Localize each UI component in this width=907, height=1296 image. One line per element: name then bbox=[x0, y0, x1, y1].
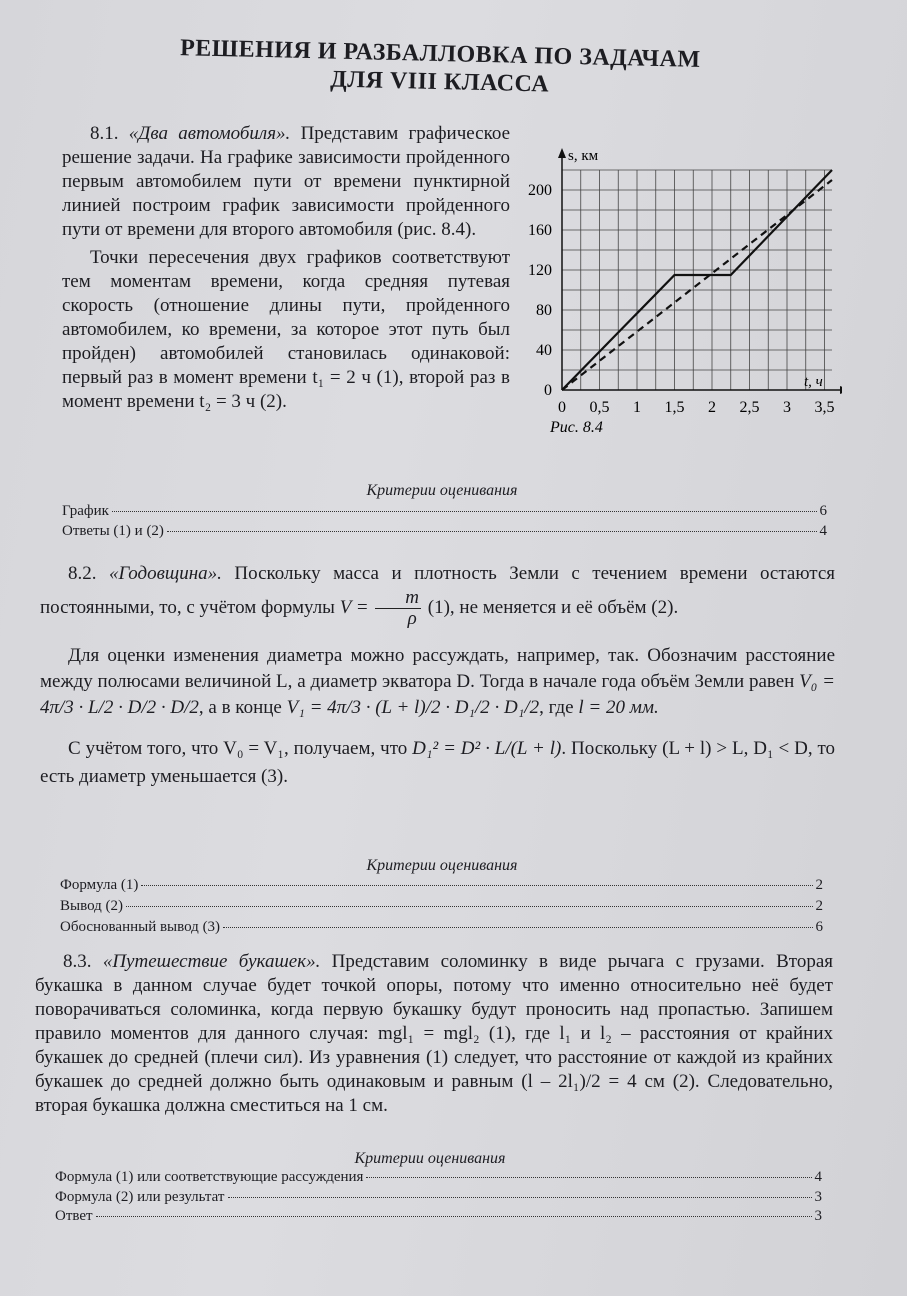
y-tick-label: 80 bbox=[536, 302, 552, 319]
figure-8-4-chart bbox=[522, 132, 842, 442]
problem-8-2-d3: D₁ < D, то есть диаметр уменьшается (3). bbox=[40, 738, 836, 787]
criteria-3-row bbox=[55, 1169, 822, 1186]
y-axis-label: s, км bbox=[568, 148, 599, 164]
x-tick-label: 2,5 bbox=[739, 399, 760, 416]
criteria-2-row bbox=[60, 919, 823, 936]
y-tick-label: 40 bbox=[536, 342, 552, 359]
y-tick-label: 200 bbox=[528, 182, 552, 199]
frac-denominator: ρ bbox=[407, 608, 417, 629]
formula-l: l = 20 мм. bbox=[578, 697, 659, 718]
x-tick-label: 1 bbox=[633, 399, 641, 416]
x-tick-label: 2 bbox=[708, 399, 716, 416]
criteria-2-label: Обоснованный вывод (3) bbox=[60, 919, 221, 935]
criteria-1-label: График bbox=[62, 503, 109, 519]
criteria-2-row bbox=[60, 877, 823, 894]
x-tick-label: 3 bbox=[783, 399, 791, 416]
title-line-2: ДЛЯ VIII КЛАССА bbox=[330, 66, 550, 98]
problem-8-3-text bbox=[35, 950, 833, 1118]
problem-8-3-name: «Путешествие букашек». bbox=[102, 951, 321, 972]
criteria-2-label: Формула (1) bbox=[60, 877, 139, 893]
criteria-3-points: 3 bbox=[814, 1189, 822, 1205]
x-tick-label: 3,5 bbox=[814, 399, 835, 416]
formula-v1: V₁ = 4π/3 · (L + l)/2 · D₁/2 · D₁/2 bbox=[286, 697, 540, 718]
problem-8-1-text bbox=[62, 122, 510, 414]
criteria-1-row bbox=[62, 523, 827, 540]
criteria-1-title: Критерии оценивания bbox=[366, 482, 518, 499]
criteria-1-points: 6 bbox=[819, 503, 827, 519]
criteria-3-row bbox=[55, 1189, 822, 1206]
problem-8-2-text bbox=[40, 560, 835, 791]
criteria-3-label: Формула (1) или соответствующие рассуждения bbox=[55, 1169, 364, 1185]
y-tick-label: 0 bbox=[544, 382, 552, 399]
problem-8-2-d2: . Поскольку (L + l) > L, bbox=[561, 738, 749, 759]
criteria-1-label: Ответы (1) и (2) bbox=[62, 523, 164, 539]
criteria-2-points: 2 bbox=[815, 898, 823, 914]
criteria-1-row bbox=[62, 503, 827, 520]
criteria-3-title: Критерии оценивания bbox=[354, 1150, 506, 1167]
frac-numerator: m bbox=[375, 588, 421, 609]
formula-v-lhs: V = bbox=[339, 596, 374, 618]
leader-dots bbox=[167, 531, 817, 532]
y-tick-label: 120 bbox=[528, 262, 552, 279]
leader-dots bbox=[223, 927, 812, 928]
y-tick-label: 160 bbox=[528, 222, 552, 239]
x-tick-label: 0,5 bbox=[589, 399, 610, 416]
title-line-1: РЕШЕНИЯ И РАЗБАЛЛОВКА ПО ЗАДАЧАМ bbox=[179, 35, 701, 73]
problem-8-2-mid: , а в конце bbox=[198, 697, 282, 718]
formula-m-over-rho bbox=[375, 588, 421, 629]
criteria-3-label: Ответ bbox=[55, 1208, 93, 1224]
problem-8-3-body: Представим соломинку в виде рычага с грузами. Вторая букашка в данном случае будет точкой опоры, потому что именно относительно неё будет поворачиваться соломинка, когда первую букашку будут проносить над пропастью. Запишем правило моментов для данного случая: mgl₁ = mgl₂ (1), где l₁ и l₂ – расстояния от крайних букашек до средней (плечи сил). Из уравнения (1) следует, что расстояние от каждой из крайних букашек до средней должно быть одинаковым и равным (l – 2l₁)/2 = 4 см (2). Следовательно, вторая букашка должна сместиться на 1 см. bbox=[35, 951, 833, 1116]
y-axis-arrow bbox=[558, 148, 566, 158]
problem-8-1-paragraph-1: Представим графическое решение задачи. На графике зависимости пройденного первым автомобилем пути от времени пунктирной линией построим график зависимости пройденного пути от времени для второго автомобиля (рис. 8.4). bbox=[62, 123, 511, 240]
problem-8-1-paragraph-2: Точки пересечения двух графиков соответствуют тем моментам времени, когда средняя путевая скорость (отношение длины пути, пройденного автомобилем, ко времени, за которое этот путь был пройден) автомобилей становилась одинаковой: первый раз в момент времени t₁ = 2 ч (1), второй раз в момент времени t₂ = 3 ч (2). bbox=[62, 247, 510, 412]
criteria-1-points: 4 bbox=[819, 523, 827, 539]
x-tick-label: 0 bbox=[558, 399, 566, 416]
problem-8-2-d1: С учётом того, что V₀ = V₁, получаем, что bbox=[68, 738, 408, 759]
formula-d1-squared: D₁² = D² · L/(L + l) bbox=[412, 738, 562, 759]
x-tick-label: 1,5 bbox=[664, 399, 685, 416]
leader-dots bbox=[141, 885, 812, 886]
problem-8-1-name: «Два автомобиля». bbox=[128, 123, 291, 144]
formula-v0: V₀ = 4π/3 · L/2 · D/2 · D/2 bbox=[40, 671, 835, 718]
problem-8-2-part-a: Поскольку масса и плотность Земли с течением времени остаются постоянными, то, с учётом формулы bbox=[40, 563, 835, 618]
leader-dots bbox=[366, 1177, 811, 1178]
criteria-2-title: Критерии оценивания bbox=[366, 857, 518, 874]
criteria-2-label: Вывод (2) bbox=[60, 898, 124, 914]
leader-dots bbox=[228, 1197, 812, 1198]
criteria-2-row bbox=[60, 898, 823, 915]
problem-8-2-part-c: Для оценки изменения диаметра можно рассуждать, например, так. Обозначим расстояние между полюсами величиной L, а диаметр экватора D. Тогда в начале года объём Земли равен bbox=[40, 645, 835, 692]
criteria-3-points: 3 bbox=[814, 1208, 822, 1224]
leader-dots bbox=[112, 511, 817, 512]
problem-8-3-number: 8.3. bbox=[63, 951, 103, 972]
problem-8-2-number: 8.2. bbox=[68, 563, 109, 584]
x-axis-label: t, ч bbox=[804, 374, 823, 390]
figure-caption: Рис. 8.4 bbox=[550, 419, 603, 436]
problem-8-2-part-b: (1), не меняется и её объём (2). bbox=[423, 596, 679, 618]
series-line-car-1-solid bbox=[562, 170, 832, 390]
series-line-car-2-dashed bbox=[562, 180, 832, 390]
x-axis-arrow bbox=[840, 386, 842, 394]
problem-8-2-end: , где bbox=[539, 697, 574, 718]
leader-dots bbox=[96, 1216, 812, 1217]
criteria-3-row bbox=[55, 1208, 822, 1225]
criteria-3-points: 4 bbox=[814, 1169, 822, 1185]
criteria-2-points: 6 bbox=[815, 919, 823, 935]
page-title bbox=[119, 33, 760, 104]
problem-8-1-number: 8.1. bbox=[90, 123, 129, 144]
leader-dots bbox=[126, 906, 812, 907]
problem-8-2-name: «Годовщина». bbox=[108, 563, 222, 584]
criteria-3-label: Формула (2) или результат bbox=[55, 1189, 225, 1205]
criteria-2-points: 2 bbox=[815, 877, 823, 893]
